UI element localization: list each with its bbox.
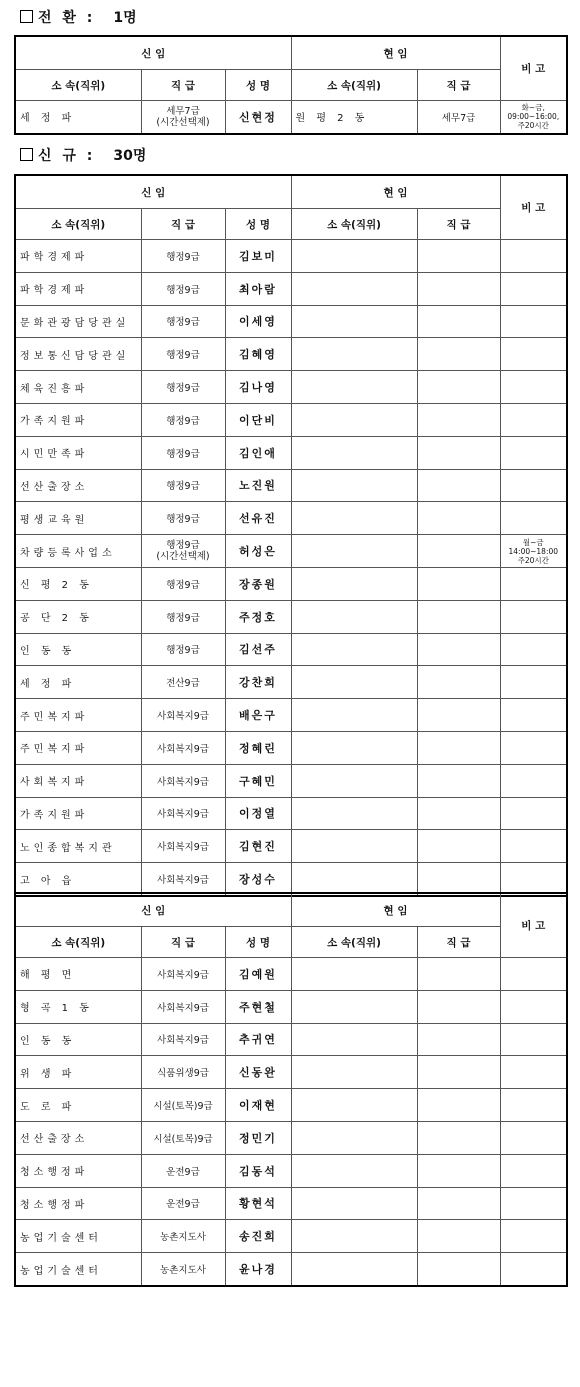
header-cur-grade: 직 급 <box>417 209 500 240</box>
cur-dept-cell <box>291 535 417 568</box>
cur-grade-cell <box>417 272 500 305</box>
note-cell <box>500 403 567 436</box>
cur-dept-cell <box>291 633 417 666</box>
dept-cell: 청소행정파 <box>15 1154 141 1187</box>
table-row <box>15 1154 567 1187</box>
dept-cell: 체육진흥파 <box>15 371 141 404</box>
section-title-transfer <box>20 8 137 28</box>
name-cell: 노진원 <box>225 469 291 502</box>
dept-cell: 파학경제파 <box>15 272 141 305</box>
dept-cell: 세 정 파 <box>15 666 141 699</box>
section-count: 1명 <box>113 10 137 26</box>
grade-line: 행정9급 <box>166 540 200 552</box>
dept-cell: 위 생 파 <box>15 1056 141 1089</box>
grade-cell: 운전9급 <box>141 1154 225 1187</box>
note-line: 14:00~18:00 <box>508 546 559 556</box>
section-label: 전 환 : <box>38 10 96 26</box>
cur-dept-cell <box>291 1220 417 1253</box>
cur-dept-cell <box>291 240 417 273</box>
grade-line: (시간선택제) <box>156 551 210 563</box>
header-grade: 직 급 <box>141 209 225 240</box>
table-row <box>15 535 567 568</box>
dept-cell: 인 동 동 <box>15 1023 141 1056</box>
cur-grade-cell <box>417 1056 500 1089</box>
name-cell: 장종원 <box>225 567 291 600</box>
note-cell <box>500 371 567 404</box>
grade-cell: 사회복지9급 <box>141 990 225 1023</box>
note-line: 월~금 <box>522 537 544 547</box>
header-note: 비 고 <box>500 893 567 958</box>
table-row <box>15 1023 567 1056</box>
note-cell <box>500 633 567 666</box>
name-cell: 구혜민 <box>225 764 291 797</box>
cur-grade-cell <box>417 958 500 991</box>
name-cell: 김현진 <box>225 830 291 863</box>
header-cur-dept: 소 속(직위) <box>291 927 417 958</box>
cur-grade-cell <box>417 1089 500 1122</box>
dept-cell: 공 단 2 동 <box>15 600 141 633</box>
grade-cell: 식품위생9급 <box>141 1056 225 1089</box>
dept-cell: 사회복지파 <box>15 764 141 797</box>
note-cell <box>500 958 567 991</box>
table-row <box>15 403 567 436</box>
cur-dept-cell <box>291 371 417 404</box>
header-dept: 소 속(직위) <box>15 70 141 101</box>
note-line: 주20시간 <box>517 555 549 565</box>
cur-dept-cell <box>291 567 417 600</box>
note-cell <box>500 1056 567 1089</box>
table-row <box>15 1121 567 1154</box>
name-cell: 허성은 <box>225 535 291 568</box>
note-cell <box>500 1089 567 1122</box>
cur-dept-cell: 원 평 2 동 <box>291 101 417 134</box>
cur-grade-cell <box>417 567 500 600</box>
cur-grade-cell <box>417 633 500 666</box>
note-cell <box>500 1187 567 1220</box>
cur-grade-cell <box>417 1187 500 1220</box>
name-cell: 윤나경 <box>225 1253 291 1286</box>
cur-dept-cell <box>291 990 417 1023</box>
note-cell <box>500 830 567 863</box>
name-cell: 배은구 <box>225 699 291 732</box>
table-row <box>15 1187 567 1220</box>
cur-grade-cell: 세무7급 <box>417 101 500 134</box>
name-cell: 송진희 <box>225 1220 291 1253</box>
name-cell: 주현철 <box>225 990 291 1023</box>
dept-cell: 청소행정파 <box>15 1187 141 1220</box>
cur-grade-cell <box>417 240 500 273</box>
cur-dept-cell <box>291 502 417 535</box>
grade-cell: 시설(토목)9급 <box>141 1089 225 1122</box>
name-cell: 황현석 <box>225 1187 291 1220</box>
grade-cell: 행정9급 <box>141 305 225 338</box>
name-cell: 이정열 <box>225 797 291 830</box>
grade-cell: 사회복지9급 <box>141 764 225 797</box>
table-row <box>15 338 567 371</box>
table-row <box>15 633 567 666</box>
name-cell: 김예원 <box>225 958 291 991</box>
grade-cell: 사회복지9급 <box>141 863 225 896</box>
grade-cell: 행정9급 <box>141 436 225 469</box>
cur-dept-cell <box>291 1187 417 1220</box>
cur-grade-cell <box>417 1121 500 1154</box>
note-cell <box>500 666 567 699</box>
name-cell: 이재현 <box>225 1089 291 1122</box>
name-cell: 김나영 <box>225 371 291 404</box>
cur-dept-cell <box>291 666 417 699</box>
name-cell: 김인애 <box>225 436 291 469</box>
cur-grade-cell <box>417 436 500 469</box>
cur-dept-cell <box>291 1154 417 1187</box>
table-row <box>15 699 567 732</box>
new-hires-table-1 <box>14 174 568 897</box>
header-current-post: 현 임 <box>291 893 500 927</box>
grade-cell: 행정9급 <box>141 272 225 305</box>
cur-grade-cell <box>417 305 500 338</box>
header-cur-dept: 소 속(직위) <box>291 209 417 240</box>
cur-grade-cell <box>417 797 500 830</box>
note-cell <box>500 567 567 600</box>
grade-cell: 농촌지도사 <box>141 1253 225 1286</box>
grade-cell: 행정9급 <box>141 240 225 273</box>
dept-cell: 가족지원파 <box>15 403 141 436</box>
table-row <box>15 1089 567 1122</box>
header-current-post: 현 임 <box>291 175 500 209</box>
dept-cell: 세 정 파 <box>15 101 141 134</box>
cur-dept-cell <box>291 305 417 338</box>
dept-cell: 주민복지파 <box>15 699 141 732</box>
header-grade: 직 급 <box>141 70 225 101</box>
name-cell: 주정호 <box>225 600 291 633</box>
grade-cell: 시설(토목)9급 <box>141 1121 225 1154</box>
grade-cell: 행정9급 <box>141 502 225 535</box>
header-new-post: 신 임 <box>15 893 291 927</box>
note-cell <box>500 699 567 732</box>
name-cell: 김선주 <box>225 633 291 666</box>
checkbox-square-icon <box>20 10 33 23</box>
cur-dept-cell <box>291 699 417 732</box>
grade-cell: 사회복지9급 <box>141 958 225 991</box>
cur-grade-cell <box>417 863 500 896</box>
grade-cell: 행정9급 <box>141 600 225 633</box>
section-title-new <box>20 146 146 166</box>
dept-cell: 평생교육원 <box>15 502 141 535</box>
name-cell: 이단비 <box>225 403 291 436</box>
note-cell <box>500 436 567 469</box>
cur-grade-cell <box>417 1023 500 1056</box>
dept-cell: 노인종합복지관 <box>15 830 141 863</box>
note-cell <box>500 1023 567 1056</box>
note-cell <box>500 1121 567 1154</box>
new-hires-table-2 <box>14 892 568 1287</box>
header-new-post: 신 임 <box>15 36 291 70</box>
grade-cell: 행정9급 <box>141 371 225 404</box>
table-row <box>15 371 567 404</box>
cur-dept-cell <box>291 403 417 436</box>
grade-cell: 행정9급 <box>141 338 225 371</box>
dept-cell: 인 동 동 <box>15 633 141 666</box>
grade-cell: 농촌지도사 <box>141 1220 225 1253</box>
name-cell: 김혜영 <box>225 338 291 371</box>
section-count: 30명 <box>113 148 147 164</box>
table-row <box>15 764 567 797</box>
dept-cell: 차량등록사업소 <box>15 535 141 568</box>
cur-dept-cell <box>291 731 417 764</box>
cur-grade-cell <box>417 764 500 797</box>
table-row <box>15 731 567 764</box>
note-cell <box>500 535 567 568</box>
grade-cell: 전산9급 <box>141 666 225 699</box>
cur-grade-cell <box>417 990 500 1023</box>
dept-cell: 신 평 2 동 <box>15 567 141 600</box>
cur-dept-cell <box>291 272 417 305</box>
header-name: 성 명 <box>225 209 291 240</box>
dept-cell: 선산출장소 <box>15 1121 141 1154</box>
name-cell: 신현정 <box>225 101 291 134</box>
cur-grade-cell <box>417 338 500 371</box>
header-new-post: 신 임 <box>15 175 291 209</box>
dept-cell: 문화관광담당관실 <box>15 305 141 338</box>
note-cell <box>500 1220 567 1253</box>
cur-dept-cell <box>291 958 417 991</box>
cur-grade-cell <box>417 1253 500 1286</box>
cur-dept-cell <box>291 863 417 896</box>
cur-dept-cell <box>291 1253 417 1286</box>
table-row <box>15 863 567 896</box>
grade-cell: 사회복지9급 <box>141 699 225 732</box>
grade-cell: 사회복지9급 <box>141 1023 225 1056</box>
dept-cell: 도 로 파 <box>15 1089 141 1122</box>
cur-dept-cell <box>291 1121 417 1154</box>
dept-cell: 가족지원파 <box>15 797 141 830</box>
header-cur-dept: 소 속(직위) <box>291 70 417 101</box>
note-cell <box>500 502 567 535</box>
dept-cell: 해 평 면 <box>15 958 141 991</box>
dept-cell: 정보통신담당관실 <box>15 338 141 371</box>
table-row <box>15 272 567 305</box>
name-cell: 정혜린 <box>225 731 291 764</box>
table-row <box>15 958 567 991</box>
grade-line: 세무7급 <box>166 105 200 117</box>
dept-cell: 농업기술센터 <box>15 1253 141 1286</box>
cur-dept-cell <box>291 1023 417 1056</box>
note-line: 09:00~16:00, <box>507 112 560 122</box>
note-cell <box>500 731 567 764</box>
header-note: 비 고 <box>500 175 567 240</box>
table-row <box>15 502 567 535</box>
checkbox-square-icon <box>20 148 33 161</box>
grade-cell <box>141 535 225 568</box>
cur-dept-cell <box>291 797 417 830</box>
grade-cell: 사회복지9급 <box>141 830 225 863</box>
name-cell: 최아람 <box>225 272 291 305</box>
note-cell <box>500 863 567 896</box>
table-row <box>15 666 567 699</box>
cur-grade-cell <box>417 666 500 699</box>
table-row <box>15 1220 567 1253</box>
cur-grade-cell <box>417 731 500 764</box>
grade-cell: 행정9급 <box>141 469 225 502</box>
note-cell <box>500 600 567 633</box>
cur-grade-cell <box>417 469 500 502</box>
cur-grade-cell <box>417 1220 500 1253</box>
name-cell: 이세영 <box>225 305 291 338</box>
note-line: 화~금, <box>521 103 545 113</box>
table-row <box>15 1056 567 1089</box>
grade-cell: 사회복지9급 <box>141 797 225 830</box>
header-dept: 소 속(직위) <box>15 927 141 958</box>
header-current-post: 현 임 <box>291 36 500 70</box>
header-cur-grade: 직 급 <box>417 70 500 101</box>
dept-cell: 농업기술센터 <box>15 1220 141 1253</box>
note-cell <box>500 1253 567 1286</box>
grade-cell: 행정9급 <box>141 403 225 436</box>
grade-cell: 행정9급 <box>141 633 225 666</box>
cur-dept-cell <box>291 600 417 633</box>
header-name: 성 명 <box>225 70 291 101</box>
header-name: 성 명 <box>225 927 291 958</box>
cur-dept-cell <box>291 1056 417 1089</box>
note-cell <box>500 469 567 502</box>
name-cell: 김동석 <box>225 1154 291 1187</box>
name-cell: 선유진 <box>225 502 291 535</box>
table-row <box>15 990 567 1023</box>
note-line: 주20시간 <box>517 121 549 131</box>
name-cell: 장성수 <box>225 863 291 896</box>
transfer-table <box>14 35 568 135</box>
note-cell <box>500 990 567 1023</box>
cur-grade-cell <box>417 830 500 863</box>
grade-line: (시간선택제) <box>156 116 210 128</box>
grade-cell: 행정9급 <box>141 567 225 600</box>
note-cell <box>500 101 567 134</box>
note-cell <box>500 305 567 338</box>
table-row <box>15 797 567 830</box>
note-cell <box>500 764 567 797</box>
dept-cell: 형 곡 1 동 <box>15 990 141 1023</box>
cur-dept-cell <box>291 469 417 502</box>
cur-dept-cell <box>291 338 417 371</box>
grade-cell: 사회복지9급 <box>141 731 225 764</box>
cur-grade-cell <box>417 699 500 732</box>
cur-dept-cell <box>291 764 417 797</box>
grade-cell: 운전9급 <box>141 1187 225 1220</box>
note-cell <box>500 272 567 305</box>
cur-dept-cell <box>291 436 417 469</box>
dept-cell: 파학경제파 <box>15 240 141 273</box>
header-dept: 소 속(직위) <box>15 209 141 240</box>
grade-cell <box>141 101 225 134</box>
table-row <box>15 600 567 633</box>
header-cur-grade: 직 급 <box>417 927 500 958</box>
cur-grade-cell <box>417 600 500 633</box>
note-cell <box>500 240 567 273</box>
table-row <box>15 567 567 600</box>
table-row <box>15 240 567 273</box>
cur-grade-cell <box>417 371 500 404</box>
header-grade: 직 급 <box>141 927 225 958</box>
note-cell <box>500 338 567 371</box>
dept-cell: 시민만족파 <box>15 436 141 469</box>
cur-grade-cell <box>417 535 500 568</box>
table-row <box>15 469 567 502</box>
name-cell: 추귀연 <box>225 1023 291 1056</box>
section-label: 신 규 : <box>38 148 96 164</box>
name-cell: 정민기 <box>225 1121 291 1154</box>
table-row <box>15 830 567 863</box>
dept-cell: 주민복지파 <box>15 731 141 764</box>
name-cell: 김보미 <box>225 240 291 273</box>
dept-cell: 선산출장소 <box>15 469 141 502</box>
table-row <box>15 436 567 469</box>
note-cell <box>500 797 567 830</box>
note-cell <box>500 1154 567 1187</box>
cur-dept-cell <box>291 830 417 863</box>
cur-grade-cell <box>417 1154 500 1187</box>
table-row <box>15 1253 567 1286</box>
dept-cell: 고 아 읍 <box>15 863 141 896</box>
cur-dept-cell <box>291 1089 417 1122</box>
name-cell: 신동완 <box>225 1056 291 1089</box>
table-row <box>15 101 567 134</box>
table-row <box>15 305 567 338</box>
cur-grade-cell <box>417 403 500 436</box>
name-cell: 강찬희 <box>225 666 291 699</box>
header-note: 비 고 <box>500 36 567 101</box>
cur-grade-cell <box>417 502 500 535</box>
